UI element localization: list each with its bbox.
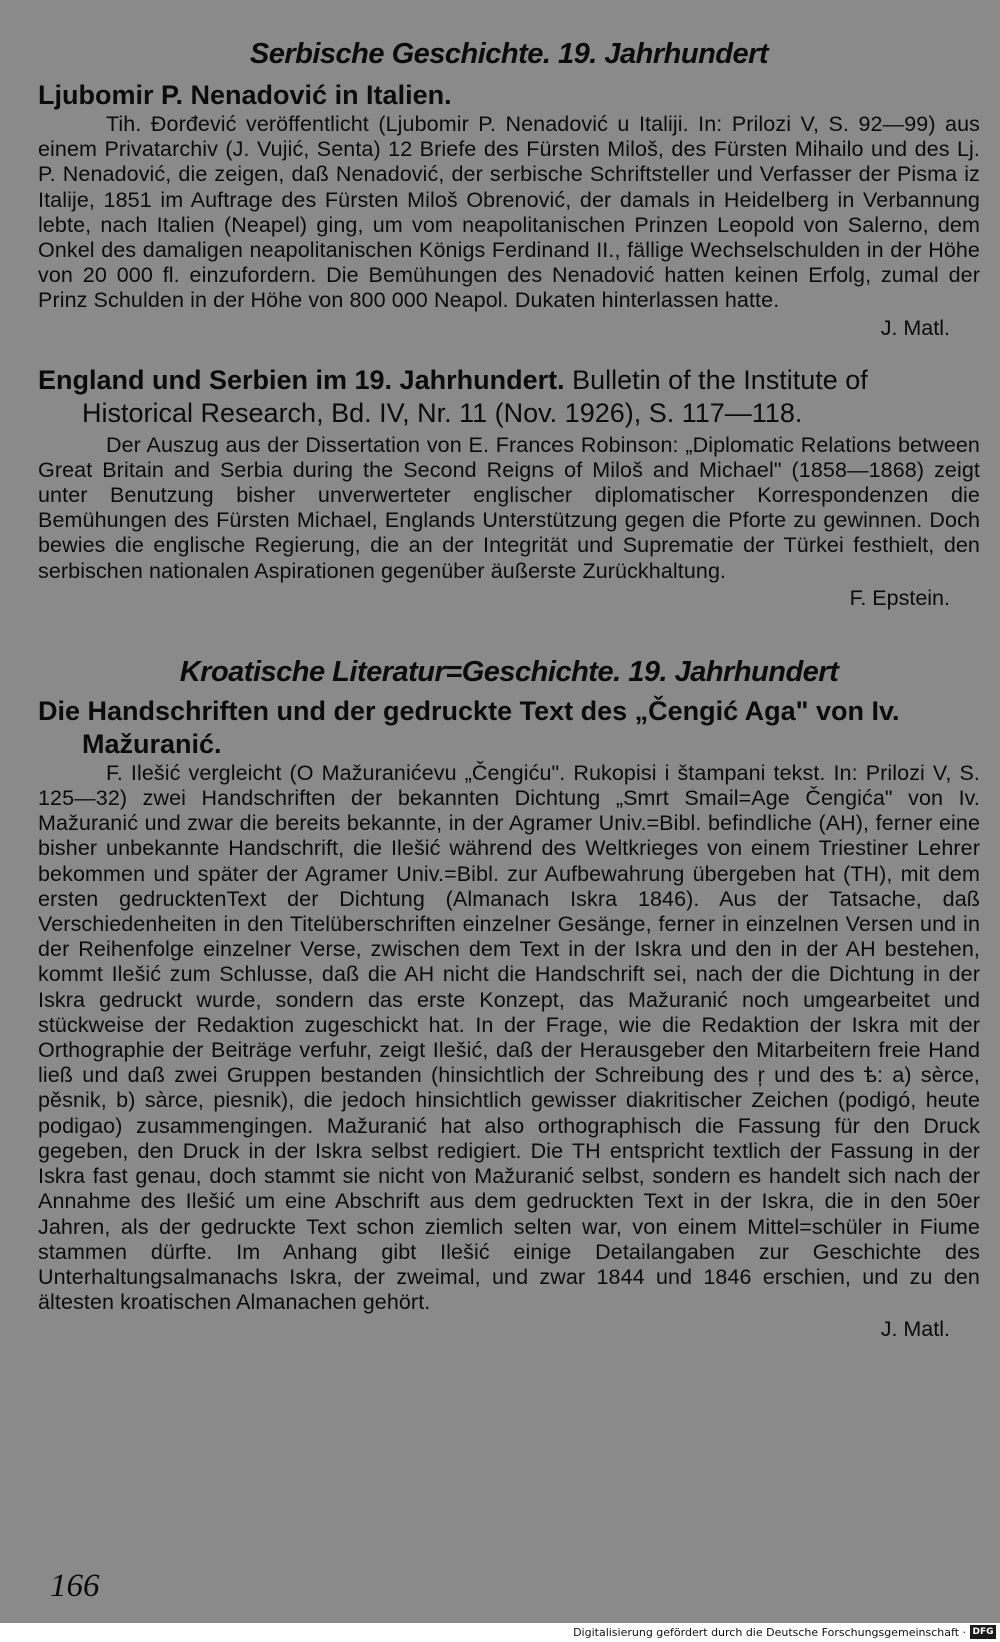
article-title-text: England und Serbien im 19. Jahrhundert. — [38, 364, 565, 395]
article-body: Tih. Đorđević veröffentlicht (Ljubomir P. Nenadović u Italiji. In: Prilozi V, S. 92—99) aus einem Privatarchiv (J. Vujić, Senta) 12 Briefe des Fürsten Miloš, des Fürsten Mihailo und des Lj. P. Nenadović, die zeigen, daß Nenadović, der serbische Schriftsteller und Verfasser der Pisma iz Italije, 1851 im Auftrage des Fürsten Miloš Obrenović, der damals in Heidelberg in Verbannung lebte, nach Italien (Neapel) ging, um vom neapolitanischen Prinzen Leopold von Salerno, dem Onkel des damaligen neapolitanischen Königs Ferdinand II., fällige Wechselschulden in der Höhe von 20 000 fl. einzufordern. Die Bemühungen des Nenadović hatten keinen Erfolg, zumal der Prinz Schulden in der Höhe von 800 000 Neapol. Dukaten hinterlassen hatte. — [38, 112, 980, 313]
article-title — [38, 364, 980, 430]
page-number: 166 — [50, 1568, 100, 1604]
article-title: Ljubomir P. Nenadović in Italien. — [38, 80, 452, 110]
dfg-logo-icon: DFG — [970, 1625, 996, 1639]
article-author: F. Epstein. — [849, 585, 950, 610]
article-author: J. Matl. — [880, 1317, 950, 1342]
article-body: Der Auszug aus der Dissertation von E. Frances Robinson: „Diplomatic Relations between Great Britain and Serbia during the Second Reigns of Miloš and Michael" (1858—1868) zeigt unter Benutzung bisher unverwerteter englischer diplomatischer Korrespondenzen die Bemühungen des Fürsten Michael, Englands Unterstützung gegen die Pforte zu gewinnen. Doch bewies die englische Regierung, die an der Integrität und Suprematie der Türkei festhielt, den serbischen nationalen Aspirationen gegenüber äußerste Zurückhaltung. — [38, 432, 980, 583]
article-title: Die Handschriften und der gedruckte Text des „Čengić Aga" von Iv. Mažuranić. — [38, 695, 900, 759]
article-body: F. Ilešić vergleicht (O Mažuranićevu „Čengiću". Rukopisi i štampani tekst. In: Prilozi V, S. 125—32) zwei Handschriften der bekannten Dichtung „Smrt Smail=Age Čengića" von Iv. Mažuranić und zwar die bereits bekannte, in der Agramer Univ.=Bibl. befindliche (AH), ferner eine bisher unbekannte Handschrift, die Ilešić während des Weltkrieges von einem Triestiner Lehrer bekommen und später der Agramer Univ.=Bibl. zur Aufbewahrung übergeben hat (TH), mit dem ersten gedrucktenText der Dichtung (Almanach Iskra 1846). Aus der Tatsache, daß Verschiedenheiten in den Titelüberschriften einzelner Gesänge, ferner in einzelnen Versen und in der Reihenfolge einzelner Verse, zwischen dem Text in der Iskra und den in der AH bestehen, kommt Ilešić zum Schlusse, daß die AH nicht die Handschrift sei, nach der die Dichtung in der Iskra gedruckt wurde, sondern das erste Konzept, das Mažuranić noch umgearbeitet und stückweise der Redaktion zugeschickt hat. In der Frage, wie die Redaktion der Iskra mit der Orthographie der Beiträge verfuhr, zeigt Ilešić, daß der Herausgeber den Mitarbeitern freie Hand ließ und daß zwei Gruppen bestanden (hinsichtlich der Schreibung des ŗ und des ѣ: a) sèrce, pěsnik, b) sàrce, piesnik), die jedoch hinsichtlich gewisser diakritischer Zeichen (podigó, heute podigao) zusammengingen. Mažuranić hat also orthographisch die Fassung für den Druck gegeben, den Druck in der Iskra selbst redigiert. Die TH entspricht textlich der Fassung in der Iskra fast genau, doch stammt sie nicht von Mažuranić selbst, sondern es handelt sich nach der Annahme des Ilešić um eine Abschrift aus dem gedruckten Text in der Iskra, die in den 50er Jahren, als der gedruckte Text schon ziemlich selten war, von einem Mittel=schüler in Fiume stammen dürfte. Im Anhang gibt Ilešić einige Detailangaben zur Geschichte des Unterhaltungsalmanachs Iskra, der zweimal, und zwar 1844 und 1846 erschien, und zu den ältesten kroatischen Almanachen gehört. — [38, 760, 980, 1315]
article-cengic-aga — [38, 695, 980, 1343]
section-heading-croatian-literature: Kroatische Literatur=Geschichte. 19. Jahrhundert — [179, 655, 839, 688]
page-content — [38, 38, 980, 1343]
article-england-serbia — [38, 364, 980, 612]
article-author: J. Matl. — [880, 315, 950, 340]
article-source: Bulletin of the Institute of Historical Research, Bd. IV, Nr. 11 (Nov. 1926), S. 117—118. — [82, 364, 868, 428]
article-nenadovic — [38, 79, 980, 342]
footer-credit-text: Digitalisierung gefördert durch die Deutsche Forschungsgemeinschaft · — [573, 1626, 966, 1639]
section-heading-serbian-history: Serbische Geschichte. 19. Jahrhundert — [249, 38, 769, 70]
digitization-footer — [0, 1623, 1000, 1642]
